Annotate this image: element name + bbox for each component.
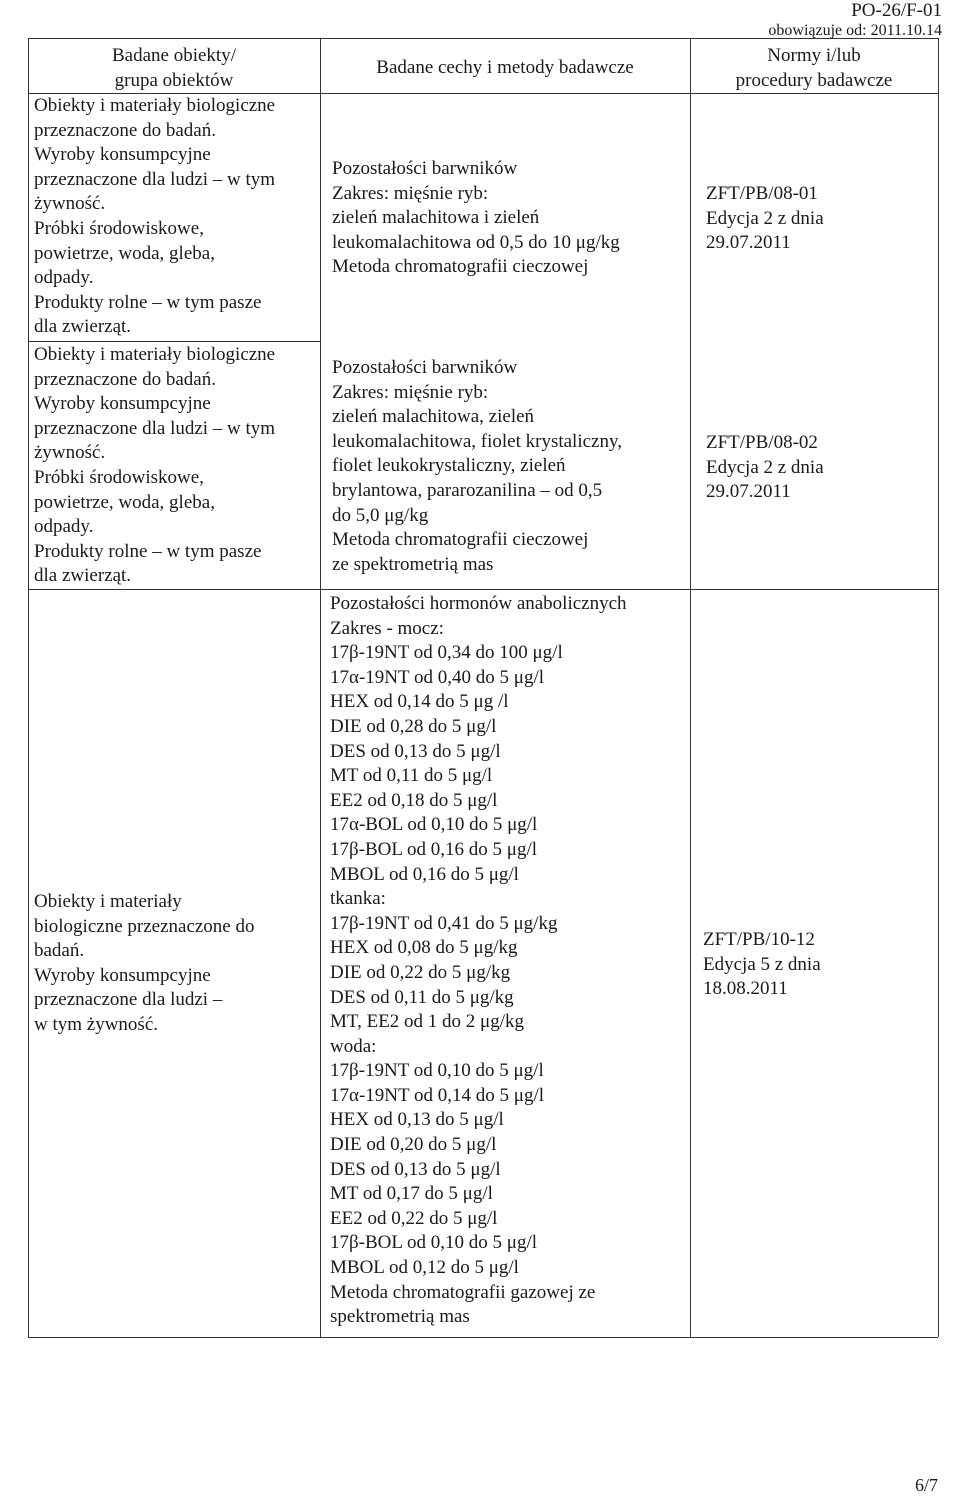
row3-method-line: Metoda chromatografii gazowej ze [330,1281,596,1303]
row3-norms [703,928,821,1002]
row1-method-line: zieleń malachitowa i zieleń [332,207,540,229]
row3-method-line: spektrometrią mas [330,1306,470,1328]
row3-method-line: Pozostałości hormonów anabolicznych [330,593,627,614]
header-methods [320,56,690,81]
row2-method-line: Metoda chromatografii cieczowej [332,529,589,551]
row2-norm-line: 29.07.2011 [706,481,791,503]
row2-methods [332,356,622,577]
row1-method-line: leukomalachitowa od 0,5 do 10 μg/kg [332,231,620,253]
row1-norm-line: ZFT/PB/08-01 [706,183,818,204]
row3-method-line: DES od 0,13 do 5 μg/l [330,1158,501,1180]
row3-method-line: DIE od 0,20 do 5 μg/l [330,1134,497,1156]
table-left-border [28,38,29,1337]
row3-object-line: biologiczne przeznaczone do [34,915,255,937]
row2-object-line: odpady. [34,516,94,538]
row3-object-line: w tym żywność. [34,1013,159,1035]
row3-method-line: DIE od 0,22 do 5 μg/kg [330,961,511,983]
row3-method-line: MBOL od 0,16 do 5 μg/l [330,863,519,885]
row3-method-line: HEX od 0,13 do 5 μg/l [330,1109,504,1131]
row3-objects [34,890,255,1038]
row1-object-line: odpady. [34,267,94,289]
header-norms [690,44,938,93]
row3-method-line: 17β-19NT od 0,10 do 5 μg/l [330,1060,544,1082]
row3-norm-line: ZFT/PB/10-12 [703,929,815,950]
row1-methods [332,157,620,280]
row1-object-line: Obiekty i materiały biologiczne [34,95,276,116]
row3-methods [330,592,627,1330]
row2-method-line: leukomalachitowa, fiolet krystaliczny, [332,430,623,452]
row2-norms [706,431,824,505]
row3-method-line: MT od 0,11 do 5 μg/l [330,765,493,787]
row1-object-line: Produkty rolne – w tym pasze [34,291,262,313]
row-divider-2 [28,589,938,590]
row1-norm-line: 29.07.2011 [706,232,791,254]
row1-object-line: przeznaczone dla ludzi – w tym [34,168,276,190]
column-divider-2 [690,38,691,1337]
row3-method-line: HEX od 0,14 do 5 μg /l [330,691,509,713]
row3-method-line: EE2 od 0,22 do 5 μg/l [330,1207,498,1229]
row2-object-line: Produkty rolne – w tym pasze [34,540,262,562]
header-objects-line: Badane obiekty/ [112,45,236,66]
header-norms-line: Normy i/lub [767,45,861,66]
row3-object-line: badań. [34,940,85,962]
row1-method-line: Pozostałości barwników [332,158,518,179]
row3-object-line: Wyroby konsumpcyjne [34,964,211,986]
row2-method-line: ze spektrometrią mas [332,553,494,575]
row1-objects [34,94,275,340]
row2-object-line: Próbki środowiskowe, [34,466,204,488]
row3-method-line: 17β-19NT od 0,34 do 100 μg/l [330,642,563,664]
table-top-border [28,38,938,39]
row2-norm-line: ZFT/PB/08-02 [706,432,818,453]
row2-norm-line: Edycja 2 z dnia [706,456,824,478]
header-objects [28,44,320,93]
row2-method-line: Zakres: mięśnie ryb: [332,381,489,403]
row2-method-line: zieleń malachitowa, zieleń [332,406,535,428]
row1-object-line: przeznaczone do badań. [34,119,216,141]
row3-method-line: 17β-BOL od 0,10 do 5 μg/l [330,1232,538,1254]
row-divider-1 [28,341,320,342]
row3-method-line: MBOL od 0,12 do 5 μg/l [330,1257,519,1279]
row3-object-line: przeznaczone dla ludzi – [34,989,223,1011]
row3-method-line: HEX od 0,08 do 5 μg/kg [330,937,518,959]
row2-object-line: Obiekty i materiały biologiczne [34,344,276,365]
row1-object-line: powietrze, woda, gleba, [34,242,215,264]
row2-object-line: przeznaczone do badań. [34,368,216,390]
row3-method-line: woda: [330,1035,377,1057]
row3-method-line: 17β-BOL od 0,16 do 5 μg/l [330,838,538,860]
row3-method-line: 17α-19NT od 0,14 do 5 μg/l [330,1084,545,1106]
header-objects-line: grupa obiektów [114,69,234,91]
document-code: PO-26/F-01 [851,0,942,21]
header-norms-line: procedury badawcze [735,69,893,91]
row1-object-line: żywność. [34,193,106,215]
row3-method-line: DES od 0,11 do 5 μg/kg [330,986,514,1008]
row2-object-line: powietrze, woda, gleba, [34,491,215,513]
row3-method-line: MT od 0,17 do 5 μg/l [330,1183,493,1205]
row2-object-line: żywność. [34,442,106,464]
table-right-border [938,38,939,1337]
row2-method-line: brylantowa, pararozanilina – od 0,5 [332,479,603,501]
row1-method-line: Zakres: mięśnie ryb: [332,182,489,204]
row2-method-line: Pozostałości barwników [332,357,518,378]
row3-method-line: MT, EE2 od 1 do 2 μg/kg [330,1011,525,1033]
column-divider-1 [320,38,321,1337]
row3-object-line: Obiekty i materiały [34,891,182,912]
row2-object-line: dla zwierząt. [34,565,132,587]
row1-norms [706,182,824,256]
row2-method-line: do 5,0 μg/kg [332,504,429,526]
valid-from-date: obowiązuje od: 2011.10.14 [768,22,942,39]
row3-norm-line: 18.08.2011 [703,978,788,1000]
row1-norm-line: Edycja 2 z dnia [706,207,824,229]
row1-object-line: dla zwierząt. [34,316,132,338]
row2-method-line: fiolet leukokrystaliczny, zieleń [332,455,566,477]
row2-object-line: Wyroby konsumpcyjne [34,393,211,415]
row1-object-line: Próbki środowiskowe, [34,217,204,239]
row3-method-line: DIE od 0,28 do 5 μg/l [330,715,497,737]
row2-object-line: przeznaczone dla ludzi – w tym [34,417,276,439]
row3-method-line: Zakres - mocz: [330,617,444,639]
row1-object-line: Wyroby konsumpcyjne [34,144,211,166]
page-number: 6/7 [914,1475,938,1495]
row3-method-line: 17α-19NT od 0,40 do 5 μg/l [330,666,545,688]
row2-objects [34,343,275,589]
row3-method-line: tkanka: [330,888,386,910]
row3-method-line: EE2 od 0,18 do 5 μg/l [330,789,498,811]
row3-method-line: 17β-19NT od 0,41 do 5 μg/kg [330,912,558,934]
row3-norm-line: Edycja 5 z dnia [703,953,821,975]
table-bottom-border [28,1337,938,1338]
row3-method-line: DES od 0,13 do 5 μg/l [330,740,501,762]
row3-method-line: 17α-BOL od 0,10 do 5 μg/l [330,814,538,836]
header-methods-line: Badane cechy i metody badawcze [376,57,634,78]
row1-method-line: Metoda chromatografii cieczowej [332,256,589,278]
